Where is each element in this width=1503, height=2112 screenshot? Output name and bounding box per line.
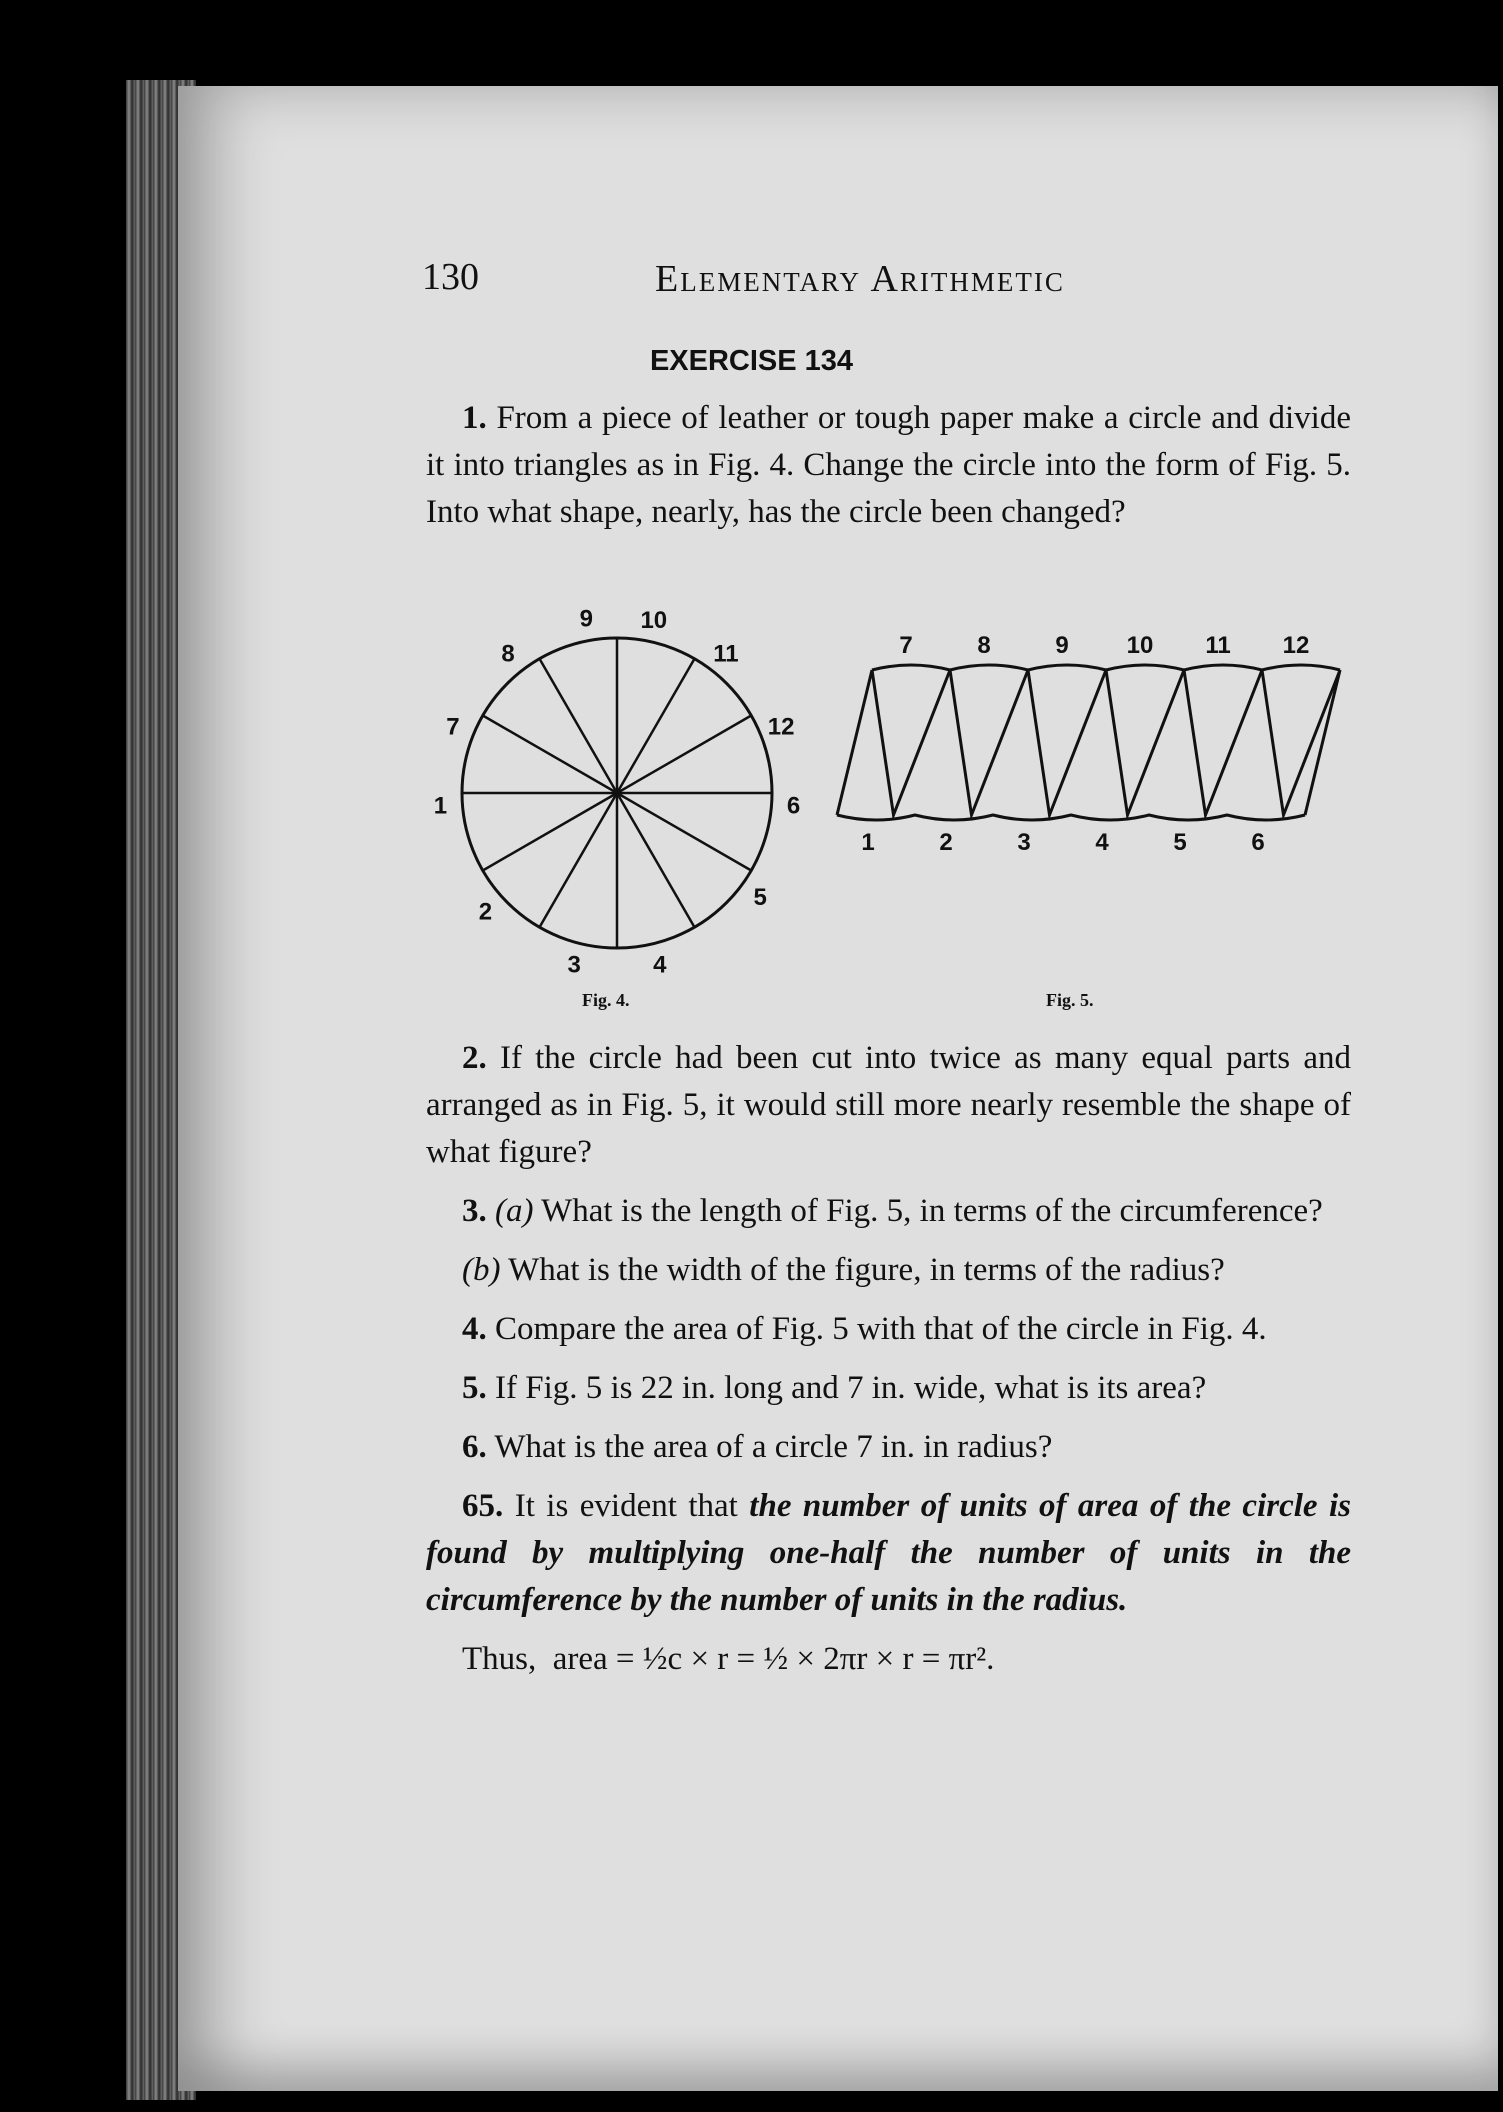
formula-text: area = ½c × r = ½ × 2πr × r = πr². [552, 1641, 995, 1677]
formula-lead: Thus, [462, 1641, 537, 1677]
fig4-spoke [483, 716, 617, 794]
fig4-sector-label: 3 [567, 951, 581, 979]
fig5-top-label: 10 [1126, 632, 1154, 659]
fig5-caption: Fig. 5. [1046, 990, 1094, 1010]
fig5-bottom-label: 2 [939, 829, 953, 856]
question-text: Compare the area of Fig. 5 with that of the circle in Fig. 4. [495, 1311, 1267, 1347]
fig4-sector-label: 6 [786, 792, 801, 820]
question-part-label: (b) [462, 1252, 501, 1288]
exercise-title: EXERCISE 134 [649, 345, 854, 377]
fig4-circle-diagram [420, 605, 820, 979]
fig5-sector-triangle [1106, 670, 1184, 815]
page-number: 130 [422, 256, 479, 298]
fig4-sector-label: 8 [501, 640, 515, 668]
fig4-sector-label: 2 [478, 898, 493, 926]
fig5-sector-triangle [950, 670, 1028, 815]
fig5-bottom-label: 6 [1251, 829, 1265, 856]
question-number: 1. [462, 400, 487, 436]
page-header [422, 255, 1122, 305]
question-text: From a piece of leather or tough paper make a circle and divide it into triangles as in Fig. 4. Change the circle into the form of Fig. 5. Into what shape, nearly, has the circle been changed? [426, 400, 1352, 530]
question-text: If the circle had been cut into twice as many equal parts and arranged as in Fig. 5, it would still more nearly resemble the shape of what figure? [426, 1040, 1351, 1170]
question-number: 4. [462, 1311, 487, 1347]
question-part-label: (a) [495, 1193, 534, 1229]
fig5-top-label: 9 [1055, 632, 1069, 659]
fig4-sector-label: 4 [653, 951, 667, 979]
question-5 [426, 1365, 1351, 1412]
fig5-top-label: 7 [899, 632, 913, 659]
fig4-spoke [483, 793, 617, 871]
question-text: What is the length of Fig. 5, in terms of the circumference? [541, 1193, 1323, 1229]
fig5-top-label: 12 [1282, 632, 1310, 659]
area-formula [426, 1636, 1351, 1683]
fig4-spoke [617, 793, 695, 927]
question-text: If Fig. 5 is 22 in. long and 7 in. wide, what is its area? [495, 1370, 1207, 1406]
fig5-sector-triangle [872, 670, 950, 815]
question-4 [426, 1306, 1351, 1353]
question-2 [426, 1035, 1351, 1176]
question-number: 6. [462, 1429, 487, 1465]
questions-block [426, 1035, 1351, 1695]
fig4-sector-label: 5 [753, 884, 767, 912]
section-rule-text: the number of units of area of the circle is found by multiplying one-half the number of units in the circumference by the number of units in the radius. [426, 1488, 1351, 1618]
question-1 [426, 395, 1351, 548]
section-number: 65. [462, 1488, 504, 1524]
fig5-top-label: 8 [977, 632, 991, 659]
fig5-sector-triangle [1028, 670, 1106, 815]
fig5-arc-edge [872, 665, 1340, 670]
fig5-bottom-label: 1 [861, 829, 875, 856]
fig5-bottom-label: 5 [1173, 829, 1187, 856]
question-number: 5. [462, 1370, 487, 1406]
fig4-spoke [617, 659, 695, 793]
fig5-side-edge [837, 670, 872, 815]
fig5-arc-edge [837, 815, 1305, 820]
fig5-parallelogram-diagram [825, 625, 1345, 855]
question-3b [426, 1247, 1351, 1294]
fig4-sector-label: 9 [579, 605, 593, 633]
section-lead-text: It is evident that [514, 1488, 738, 1524]
fig4-sector-label: 1 [433, 792, 448, 820]
fig5-sector-triangle [1184, 670, 1262, 815]
fig5-bottom-label: 3 [1017, 829, 1031, 856]
fig4-sector-label: 7 [446, 713, 460, 741]
question-text: What is the width of the figure, in terms of the radius? [508, 1252, 1225, 1288]
fig4-caption: Fig. 4. [582, 990, 630, 1010]
question-number: 2. [462, 1040, 487, 1076]
fig5-bottom-label: 4 [1095, 829, 1109, 856]
question-number: 3. [462, 1193, 487, 1229]
fig4-sector-label: 12 [767, 713, 795, 741]
fig4-sector-label: 10 [640, 606, 668, 634]
question-text: What is the area of a circle 7 in. in radius? [494, 1429, 1053, 1465]
fig5-sector-triangle [1262, 670, 1340, 815]
fig4-spoke [617, 793, 751, 871]
fig4-spoke [617, 716, 751, 794]
section-65 [426, 1483, 1351, 1624]
fig4-spoke [540, 659, 618, 793]
fig4-spoke [540, 793, 618, 927]
fig5-top-label: 11 [1205, 632, 1231, 659]
fig4-sector-label: 11 [713, 640, 739, 668]
question-6 [426, 1424, 1351, 1471]
question-3a [426, 1188, 1351, 1235]
running-title: Elementary Arithmetic [655, 258, 1065, 300]
